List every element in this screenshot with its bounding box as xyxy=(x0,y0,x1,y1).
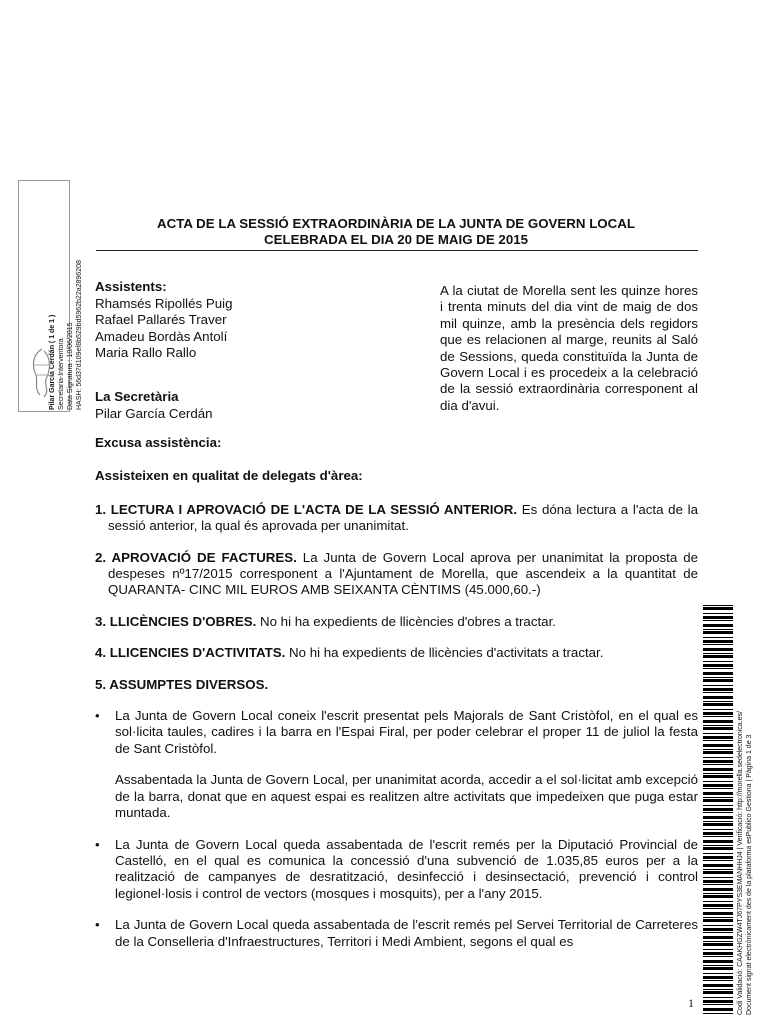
agenda-item-4-text: No hi ha expedients de llicències d'activitats a tractar. xyxy=(285,645,604,661)
bullet-icon: • xyxy=(95,917,100,933)
barcode-bar xyxy=(703,607,733,610)
barcode-bar xyxy=(703,672,733,675)
barcode-bar xyxy=(703,688,733,691)
barcode-bar xyxy=(703,764,733,765)
attendee-name: Amadeu Bordàs Antolí xyxy=(95,328,228,344)
barcode-bar xyxy=(703,932,733,933)
barcode-bar xyxy=(703,788,733,789)
intro-paragraph: A la ciutat de Morella sent les quinze hores i trenta minuts del dia vint de maig de dos mil quinze, amb la presència dels regidors que es relacionen al marge, reunits al Saló de Sessions, queda constituïda la Junta de Govern Local i es procedeix a la celebració de la sessió extraordinària corresponent al dia d'avui. xyxy=(440,283,698,413)
bullet-followup-text: Assabentada la Junta de Govern Local, per unanimitat acorda, accedir a el sol·licitat amb excepció de la barra, donat que en aquest espai es realitzen altre activitats que impedeixen que puga estar muntada. xyxy=(115,772,698,821)
barcode-bar xyxy=(703,1013,733,1014)
barcode-bar xyxy=(703,740,733,741)
bullet-text: La Junta de Govern Local queda assabentada de l'escrit remés pel Servei Territorial de Carreteres de la Conselleria d'Infraestructures, Territori i Medi Ambient, segons el qual es xyxy=(115,917,698,949)
stamp-signer: Pilar García Cerdán ( 1 de 1 ) xyxy=(49,314,56,410)
agenda-item-5-heading: 5. ASSUMPTES DIVERSOS. xyxy=(95,676,269,692)
barcode-bar xyxy=(703,629,733,630)
barcode-bar xyxy=(703,1000,733,1003)
barcode-bar xyxy=(703,845,733,846)
secretary-block xyxy=(95,389,395,422)
attendees-label: Assistents: xyxy=(95,279,167,294)
barcode-bar xyxy=(703,976,733,979)
attendee-name: Rafael Pallarés Traver xyxy=(95,312,227,327)
barcode-bar xyxy=(703,989,733,990)
barcode-bar xyxy=(703,677,733,678)
barcode-bar xyxy=(703,775,733,778)
barcode-bar xyxy=(703,648,733,651)
barcode-bar xyxy=(703,901,733,902)
barcode-bar xyxy=(703,812,733,813)
list-item xyxy=(95,708,698,757)
title-line-1: ACTA DE LA SESSIÓ EXTRAORDINÀRIA DE LA JUNTA DE GOVERN LOCAL xyxy=(157,216,635,231)
barcode-bar xyxy=(703,912,733,915)
barcode-bar xyxy=(703,757,733,758)
barcode-bar xyxy=(703,701,733,702)
barcode-bar xyxy=(703,736,733,739)
barcode-bar xyxy=(703,823,733,826)
barcode-bar xyxy=(703,893,733,894)
agenda-item-2 xyxy=(95,550,698,599)
barcode-bar xyxy=(703,949,733,950)
barcode-bar xyxy=(703,973,733,974)
barcode-bar xyxy=(703,613,733,614)
barcode-bar xyxy=(703,784,733,787)
attendee-name: Rhamsés Ripollés Puig xyxy=(95,295,233,311)
barcode-bar xyxy=(703,712,733,715)
barcode-bar xyxy=(703,692,733,693)
barcode-bar xyxy=(703,768,733,771)
stamp-date: Data Signatura : 10/06/2015 xyxy=(67,322,74,410)
barcode-bar xyxy=(703,864,733,867)
barcode-bar xyxy=(703,733,733,734)
barcode-icon xyxy=(703,605,733,1015)
barcode-bar xyxy=(703,664,733,667)
barcode-bar xyxy=(703,644,733,645)
bullet-icon: • xyxy=(95,836,100,852)
barcode-bar xyxy=(703,832,733,835)
agenda-item-4 xyxy=(95,645,698,661)
barcode-bar xyxy=(703,808,733,811)
excusa-heading: Excusa assistència: xyxy=(95,435,222,450)
barcode-bar xyxy=(703,919,733,922)
barcode-bar xyxy=(703,960,733,963)
document-title xyxy=(96,216,696,248)
barcode-bar xyxy=(703,895,733,898)
barcode-bar xyxy=(703,1004,733,1005)
agenda-item-3-heading: 3. LLICÈNCIES D'OBRES. xyxy=(95,613,257,629)
barcode-bar xyxy=(703,637,733,638)
title-line-2: CELEBRADA EL DIA 20 DE MAIG DE 2015 xyxy=(263,232,529,247)
barcode-bar xyxy=(703,653,733,654)
barcode-bar xyxy=(703,640,733,643)
barcode-bar xyxy=(703,869,733,870)
barcode-bar xyxy=(703,884,733,885)
barcode-bar xyxy=(703,840,733,843)
barcode-bar xyxy=(703,877,733,878)
page-number: 1 xyxy=(688,996,694,1010)
agenda-item-2-text: La Junta de Govern Local aprova per unanimitat la proposta de despeses nº17/2015 corresponent a l'Ajuntament de Morella, que ascendeix a la quantitat de QUARANTA- CINC MIL EUROS AMB SEIXANTA CÈNTIMS (45.000,60.-) xyxy=(108,549,699,598)
bullet-icon: • xyxy=(95,708,100,724)
agenda-item-4-heading: 4. LLICENCIES D'ACTIVITATS. xyxy=(95,645,286,661)
stamp-role: Secretaria-Interventora xyxy=(58,338,65,410)
agenda-item-1-heading: 1. LECTURA I APROVACIÓ DE L'ACTA DE LA SESSIÓ ANTERIOR. xyxy=(95,501,518,517)
barcode-bar xyxy=(703,685,733,686)
barcode-bar xyxy=(703,908,733,909)
barcode-bar xyxy=(703,797,733,798)
seal-logo-icon xyxy=(26,345,58,400)
barcode-bar xyxy=(703,829,733,830)
barcode-bar xyxy=(703,997,733,998)
secretary-label: La Secretària xyxy=(95,389,179,404)
barcode-bar xyxy=(703,821,733,822)
barcode-bar xyxy=(703,956,733,957)
agenda-item-1-text: Es dóna lectura a l'acta de la sessió anterior, la qual és aprovada per unanimitat. xyxy=(108,501,699,534)
barcode-bar xyxy=(703,904,733,907)
barcode-bar xyxy=(703,696,733,699)
barcode-bar xyxy=(703,856,733,859)
barcode-bar xyxy=(703,655,733,658)
barcode-bar xyxy=(703,860,733,861)
barcode-bar xyxy=(703,943,733,946)
agenda-item-3-text: No hi ha expedients de llicències d'obres a tractar. xyxy=(256,613,556,629)
barcode-bar xyxy=(703,984,733,987)
barcode-bar xyxy=(703,980,733,981)
barcode-bar xyxy=(703,952,733,955)
agenda-item-1 xyxy=(95,502,698,535)
barcode-bar xyxy=(703,991,733,994)
verification-text xyxy=(736,615,754,1015)
barcode-bar xyxy=(703,773,733,774)
barcode-bar xyxy=(703,727,733,730)
platform-note: Document signat electrònicament des de la plataforma esPublico Gestiona | Pàgina 1 de 3 xyxy=(746,734,753,1015)
barcode-bar xyxy=(703,716,733,717)
secretary-name: Pilar García Cerdán xyxy=(95,405,213,421)
title-divider xyxy=(96,250,698,251)
agenda-item-2-heading: 2. APROVACIÓ DE FACTURES. xyxy=(95,549,297,565)
barcode-bar xyxy=(703,1008,733,1011)
barcode-bar xyxy=(703,928,733,931)
barcode-bar xyxy=(703,816,733,819)
barcode-bar xyxy=(703,792,733,795)
stamp-hash: HASH: 56d37d109ef8b529bd5962b22a2896208 xyxy=(76,260,83,410)
barcode-bar xyxy=(703,709,733,710)
bullet-text: La Junta de Govern Local coneix l'escrit presentat pels Majorals de Sant Cristòfol, en el qual es sol·licita taules, cadires i la barra en l'Espai Firal, per poder celebrar el proper 11 de juliol la festa de Sant Cristòfol. xyxy=(115,708,698,756)
list-item xyxy=(95,917,698,950)
barcode-bar xyxy=(703,661,733,662)
barcode-bar xyxy=(703,847,733,850)
barcode-bar xyxy=(703,725,733,726)
barcode-bar xyxy=(703,744,733,747)
barcode-bar xyxy=(703,703,733,706)
barcode-bar xyxy=(703,805,733,806)
barcode-bar xyxy=(703,888,733,891)
barcode-bar xyxy=(703,799,733,802)
barcode-bar xyxy=(703,720,733,723)
list-item xyxy=(95,837,698,903)
barcode-bar xyxy=(703,965,733,966)
minutes-body xyxy=(95,435,698,950)
barcode-bar xyxy=(703,760,733,763)
barcode-bar xyxy=(703,679,733,682)
barcode-bar xyxy=(703,936,733,939)
barcode-bar xyxy=(703,871,733,874)
agenda-item-3 xyxy=(95,614,698,630)
barcode-bar xyxy=(703,751,733,754)
verification-code: Codi Validació: CAAKHGZW4TJ67PYS3EMANHHJ4 | Verificació: http://morella.sedelectronica.es/ xyxy=(737,711,744,1015)
barcode-bar xyxy=(703,624,733,627)
barcode-bar xyxy=(703,917,733,918)
barcode-bar xyxy=(703,781,733,782)
barcode-bar xyxy=(703,880,733,883)
barcode-bar xyxy=(703,853,733,854)
attendee-name: Maria Rallo Rallo xyxy=(95,345,197,360)
barcode-bar xyxy=(703,620,733,621)
barcode-bar xyxy=(703,605,733,606)
barcode-bar xyxy=(703,925,733,926)
attendees-block xyxy=(95,279,395,362)
barcode-bar xyxy=(703,967,733,970)
barcode-bar xyxy=(703,836,733,837)
barcode-bar xyxy=(703,668,733,669)
bullet-text: La Junta de Govern Local queda assabentada de l'escrit remés per la Diputació Provincial de Castelló, en el qual es comunica la concessió d'una subvenció de 1.035,85 euros per a la realització de campanyes de desratització, desinfecció i desinsectació, prevenció i control legionel·losis i control de vectors (mosques i mosquits), per a l'any 2015. xyxy=(115,836,698,901)
delegats-heading: Assisteixen en qualitat de delegats d'àrea: xyxy=(95,468,363,484)
barcode-bar xyxy=(703,631,733,634)
barcode-bar xyxy=(703,941,733,942)
barcode-bar xyxy=(703,749,733,750)
barcode-bar xyxy=(703,616,733,619)
